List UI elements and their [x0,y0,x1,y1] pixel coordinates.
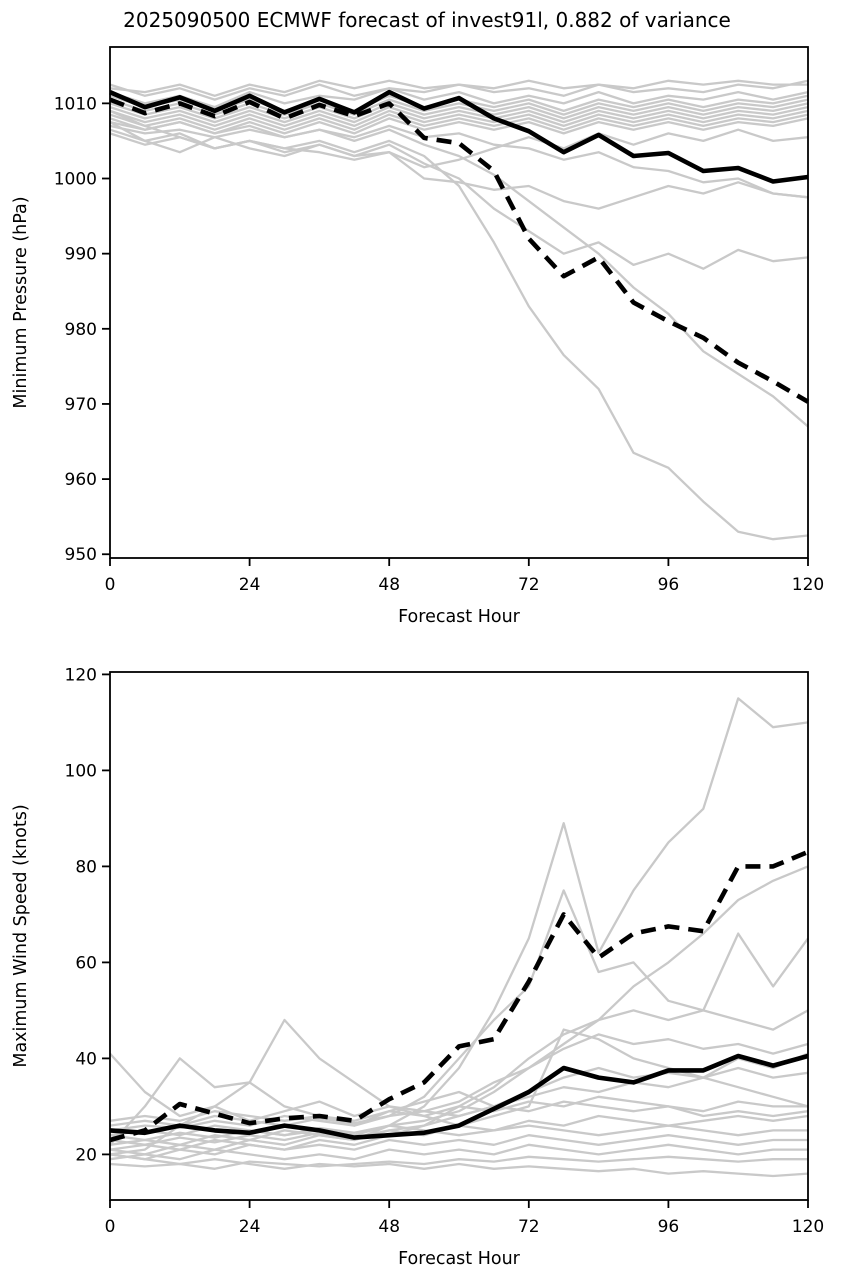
y-tick-label: 990 [64,244,97,265]
y-axis-label: Maximum Wind Speed (knots) [11,804,31,1068]
y-tick-label: 960 [64,470,97,491]
ensemble-member-line [110,130,808,269]
pressure-chart [11,47,824,627]
ensemble-member-line [110,866,808,1140]
x-tick-label: 120 [791,575,825,595]
ensemble-member-line [110,81,808,96]
y-tick-label: 970 [64,394,97,415]
x-tick-label: 24 [238,1217,261,1237]
ensemble-member-line [110,1145,808,1159]
y-tick-label: 60 [75,953,97,974]
x-tick-label: 72 [517,1217,540,1237]
operational-forecast-line [110,852,808,1140]
ensemble-member-line [110,118,808,426]
x-axis-label: Forecast Hour [398,1249,520,1269]
x-tick-label: 48 [378,575,401,595]
y-tick-label: 980 [64,319,97,340]
x-tick-label: 0 [104,1217,116,1237]
x-tick-label: 72 [517,575,540,595]
x-tick-label: 120 [791,1217,825,1237]
x-tick-label: 48 [378,1217,401,1237]
y-tick-label: 100 [64,761,97,782]
y-tick-label: 40 [75,1049,97,1070]
wind-chart [11,665,824,1269]
ensemble-member-line [110,1154,808,1176]
y-tick-label: 20 [75,1145,97,1166]
y-tick-label: 1010 [53,94,97,115]
y-tick-label: 120 [64,665,97,686]
y-tick-label: 1000 [53,169,97,190]
x-axis-label: Forecast Hour [398,607,520,627]
y-tick-label: 950 [64,545,97,566]
figure-title: 2025090500 ECMWF forecast of invest91l, 0.882 of variance [123,8,731,32]
operational-forecast-line [110,100,808,402]
x-tick-label: 0 [104,575,116,595]
x-tick-label: 24 [238,575,261,595]
x-tick-label: 96 [657,575,680,595]
plot-frame [110,47,808,558]
y-axis-label: Minimum Pressure (hPa) [11,196,31,409]
x-tick-label: 96 [657,1217,680,1237]
y-tick-label: 80 [75,857,97,878]
